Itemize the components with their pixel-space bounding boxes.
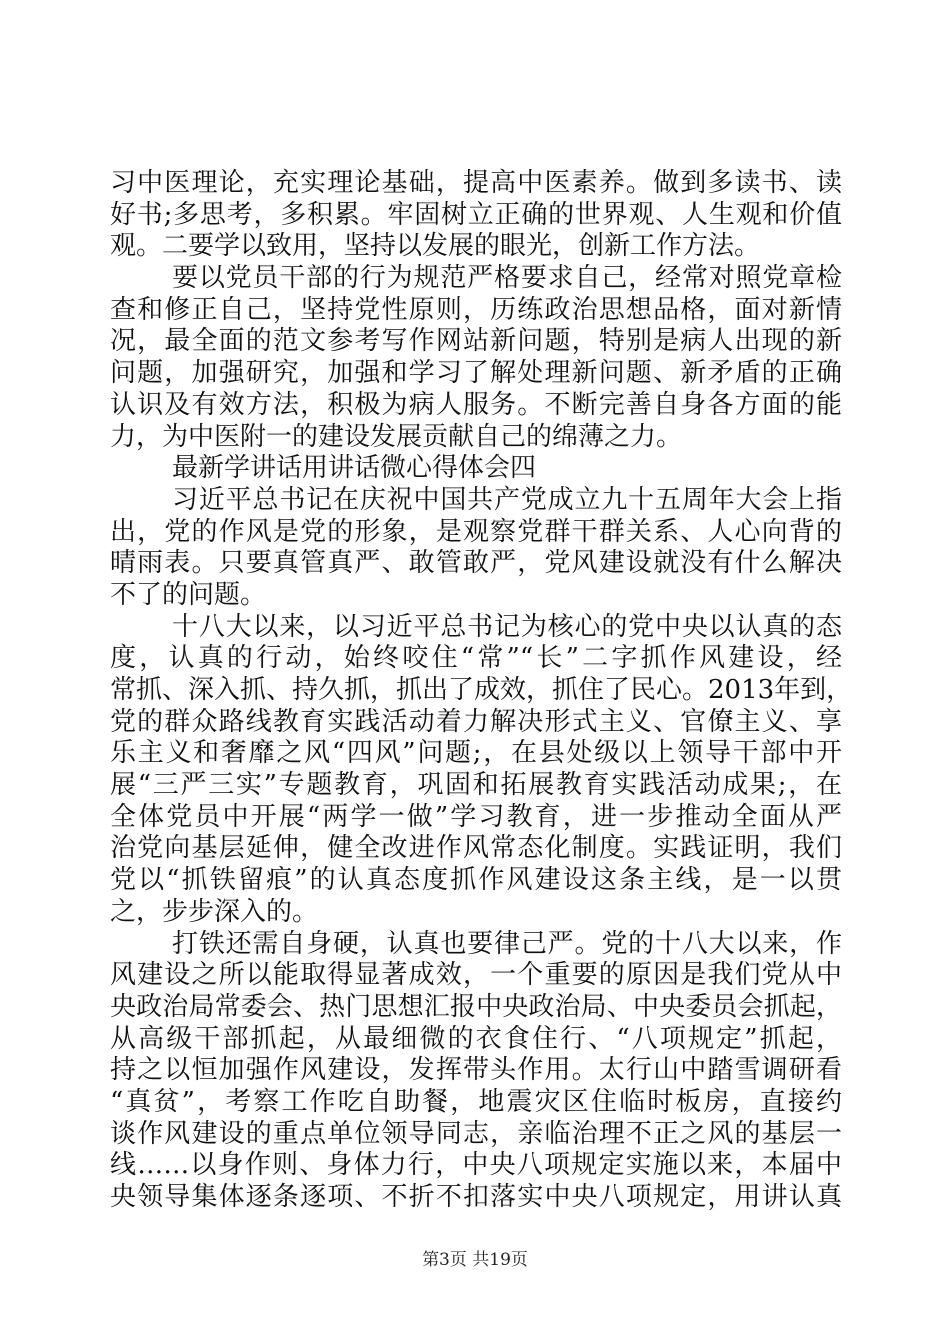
document-body — [110, 168, 853, 1214]
text-line: 出，党的作风是党的形象，是观察党群干群关系、人心向背的 — [110, 516, 842, 547]
text-line: 常抓、深入抓、持久抓，抓出了成效，抓住了民心。2013年到， — [110, 675, 853, 705]
text-line: 问题，加强研究，加强和学习了解处理新问题、新矛盾的正确 — [110, 358, 842, 389]
text-line: 认识及有效方法，积极为病人服务。不断完善自身各方面的能 — [110, 389, 842, 420]
text-line: 持之以恒加强作风建设，发挥带头作用。太行山中踏雪调研看 — [110, 1055, 842, 1086]
text-line: 全体党员中开展“两学一做”学习教育，进一步推动全面从严 — [110, 801, 842, 832]
text-line: 央领导集体逐条逐项、不折不扣落实中央八项规定，用讲认真 — [110, 1182, 842, 1212]
paragraph-first-line: 要以党员干部的行为规范严格要求自己，经常对照党章检 — [172, 263, 842, 294]
text-line: 党以“抓铁留痕”的认真态度抓作风建设这条主线，是一以贯 — [110, 865, 842, 896]
text-line: 况，最全面的范文参考写作网站新问题，特别是病人出现的新 — [110, 326, 842, 357]
text-line: 查和修正自己，坚持党性原则，历练政治思想品格，面对新情 — [110, 294, 842, 325]
text-line: 央政治局常委会、热门思想汇报中央政治局、中央委员会抓起， — [110, 991, 842, 1022]
paragraph-first-line: 打铁还需自身硬，认真也要律己严。党的十八大以来，作 — [172, 928, 842, 959]
section-heading: 最新学讲话用讲话微心得体会四 — [172, 453, 537, 484]
text-line: 力，为中医附一的建设发展贡献自己的绵薄之力。 — [110, 421, 683, 452]
text-line: 展“三严三实”专题教育，巩固和拓展教育实践活动成果;，在 — [110, 770, 842, 801]
text-line: 晴雨表。只要真管真严、敢管敢严，党风建设就没有什么解决 — [110, 548, 842, 579]
text-line: 治党向基层延伸，健全改进作风常态化制度。实践证明，我们 — [110, 833, 842, 864]
text-line: 乐主义和奢靡之风“四风”问题;，在县处级以上领导干部中开 — [110, 738, 842, 769]
text-line: 谈作风建设的重点单位领导同志，亲临治理不正之风的基层一 — [110, 1118, 842, 1149]
text-line: 习中医理论，充实理论基础，提高中医素养。做到多读书、读 — [110, 168, 842, 198]
text-line: “真贫”，考察工作吃自助餐，地震灾区住临时板房，直接约 — [110, 1086, 842, 1117]
text-line: 线……以身作则、身体力行，中央八项规定实施以来，本届中 — [110, 1150, 842, 1181]
text-line: 不了的问题。 — [110, 579, 267, 610]
text-line: 党的群众路线教育实践活动着力解决形式主义、官僚主义、享 — [110, 706, 842, 737]
text-line: 从高级干部抓起，从最细微的衣食住行、“八项规定”抓起， — [110, 1023, 842, 1054]
paragraph-first-line: 十八大以来，以习近平总书记为核心的党中央以认真的态 — [172, 611, 842, 642]
text-line: 之，步步深入的。 — [110, 896, 319, 927]
text-line: 好书;多思考，多积累。牢固树立正确的世界观、人生观和价值 — [110, 199, 842, 230]
text-line: 风建设之所以能取得显著成效，一个重要的原因是我们党从中 — [110, 960, 842, 991]
paragraph-first-line: 习近平总书记在庆祝中国共产党成立九十五周年大会上指 — [172, 484, 842, 515]
page-number-footer: 第3页 共19页 — [422, 1250, 528, 1270]
text-line: 度，认真的行动，始终咬住“常”“长”二字抓作风建设，经 — [110, 643, 842, 674]
text-line: 观。二要学以致用，坚持以发展的眼光，创新工作方法。 — [110, 231, 761, 262]
